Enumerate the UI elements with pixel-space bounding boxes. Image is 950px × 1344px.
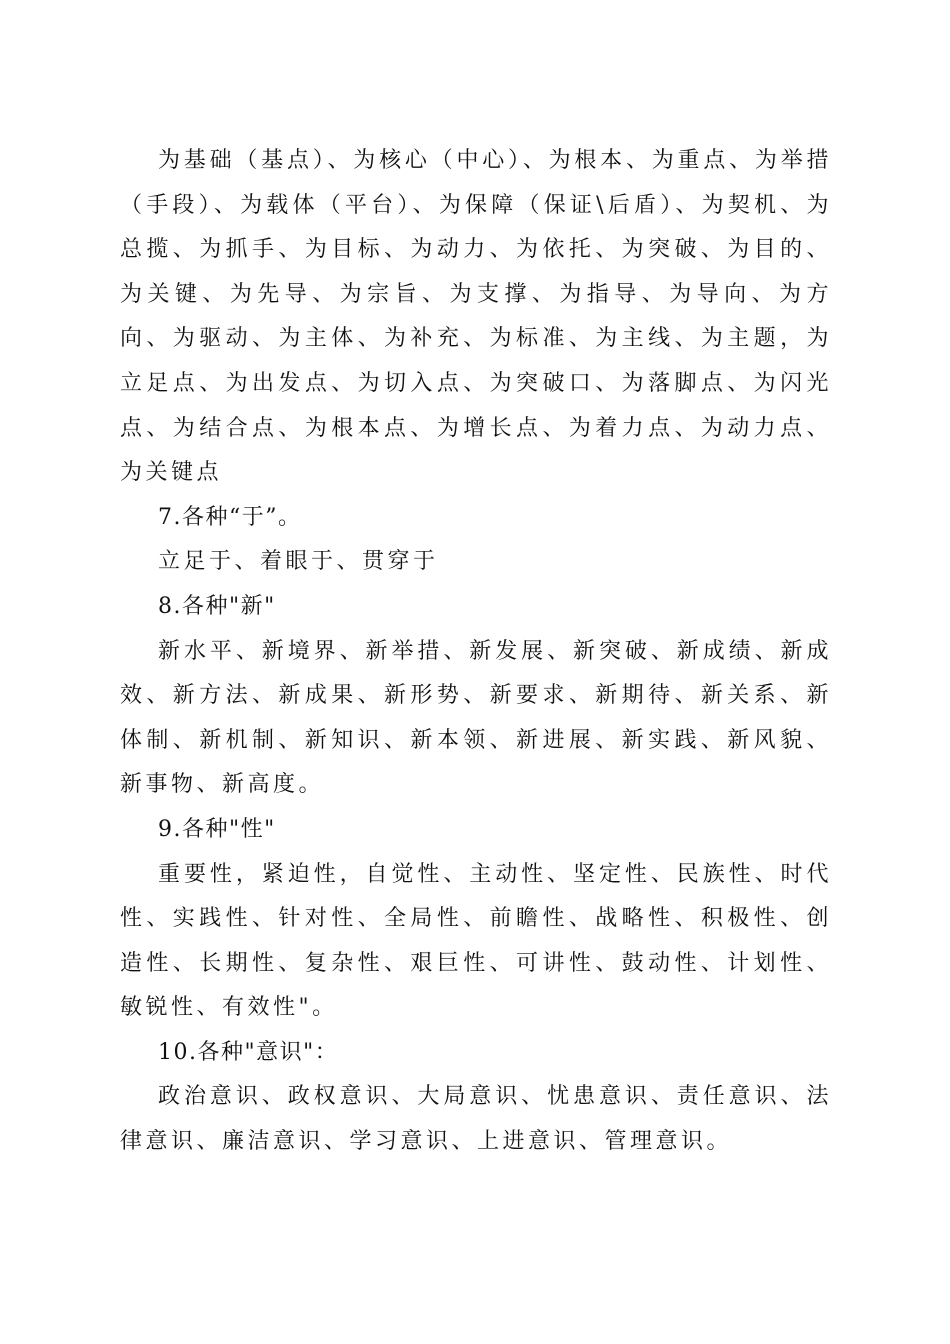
paragraph-wei-list: 为基础（基点）、为核心（中心）、为根本、为重点、为举措（手段）、为载体（平台）、为保障（保证\后盾）、为契机、为总揽、为抓手、为目标、为动力、为依托、为突破、为目的、为关键、为先导、为宗旨、为支撑、为指导、为导向、为方向、为驱动、为主体、为补充、为标准、为主线、为主题，为立足点、为出发点、为切入点、为突破口、为落脚点、为闪光点、为结合点、为根本点、为增长点、为着力点、为动力点、为关键点 [120,148,832,486]
paragraph-xin-list: 新水平、新境界、新举措、新发展、新突破、新成绩、新成效、新方法、新成果、新形势、新要求、新期待、新关系、新体制、新机制、新知识、新本领、新进展、新实践、新风貌、新事物、新高度。 [120,638,832,798]
heading-9: 9.各种"性" [158,816,276,842]
heading-7: 7.各种“于”。 [158,504,302,530]
document-body [120,139,832,1165]
paragraph-yishi-list: 政治意识、政权意识、大局意识、忧患意识、责任意识、法律意识、廉洁意识、学习意识、上进意识、管理意识。 [120,1084,832,1155]
paragraph-xing-list: 重要性，紧迫性，自觉性、主动性、坚定性、民族性、时代性、实践性、针对性、全局性、前瞻性、战略性、积极性、创造性、长期性、复杂性、艰巨性、可讲性、鼓动性、计划性、敏锐性、有效性"。 [120,861,832,1021]
heading-8: 8.各种"新" [158,593,276,619]
paragraph-yu-list: 立足于、着眼于、贯穿于 [158,549,439,575]
heading-10: 10.各种"意识"： [158,1039,339,1065]
